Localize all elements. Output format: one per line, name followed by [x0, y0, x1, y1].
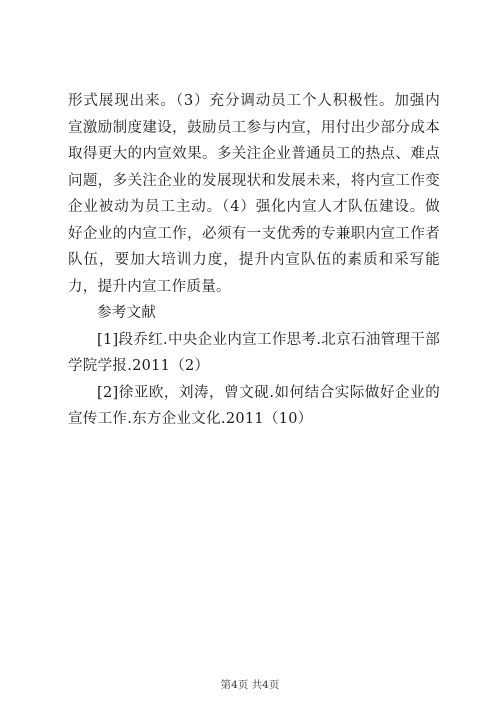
- reference-item-1: [1]段乔红.中央企业内宣工作思考.北京石油管理干部学院学报.2011（2）: [68, 331, 440, 374]
- references-heading: 参考文献: [97, 305, 157, 321]
- body-paragraph: 形式展现出来。（3）充分调动员工个人积极性。加强内宣激励制度建设，鼓励员工参与内宣，用付出少部分成本取得更大的内宣效果。多关注企业普通员工的热点、难点问题，多关注企业的发展现状和发展未来，将内宣工作变企业被动为员工主动。（4）强化内宣人才队伍建设。做好企业的内宣工作，必须有一支优秀的专兼职内宣工作者队伍，要加大培训力度，提升内宣队伍的素质和采写能力，提升内宣工作质量。: [68, 93, 440, 295]
- reference-item-2: [2]徐亚欧，刘涛，曾文砚.如何结合实际做好企业的宣传工作.东方企业文化.2011（10）: [68, 384, 440, 427]
- page-footer: 第4页 共4页: [220, 679, 280, 691]
- page-content: [68, 88, 440, 433]
